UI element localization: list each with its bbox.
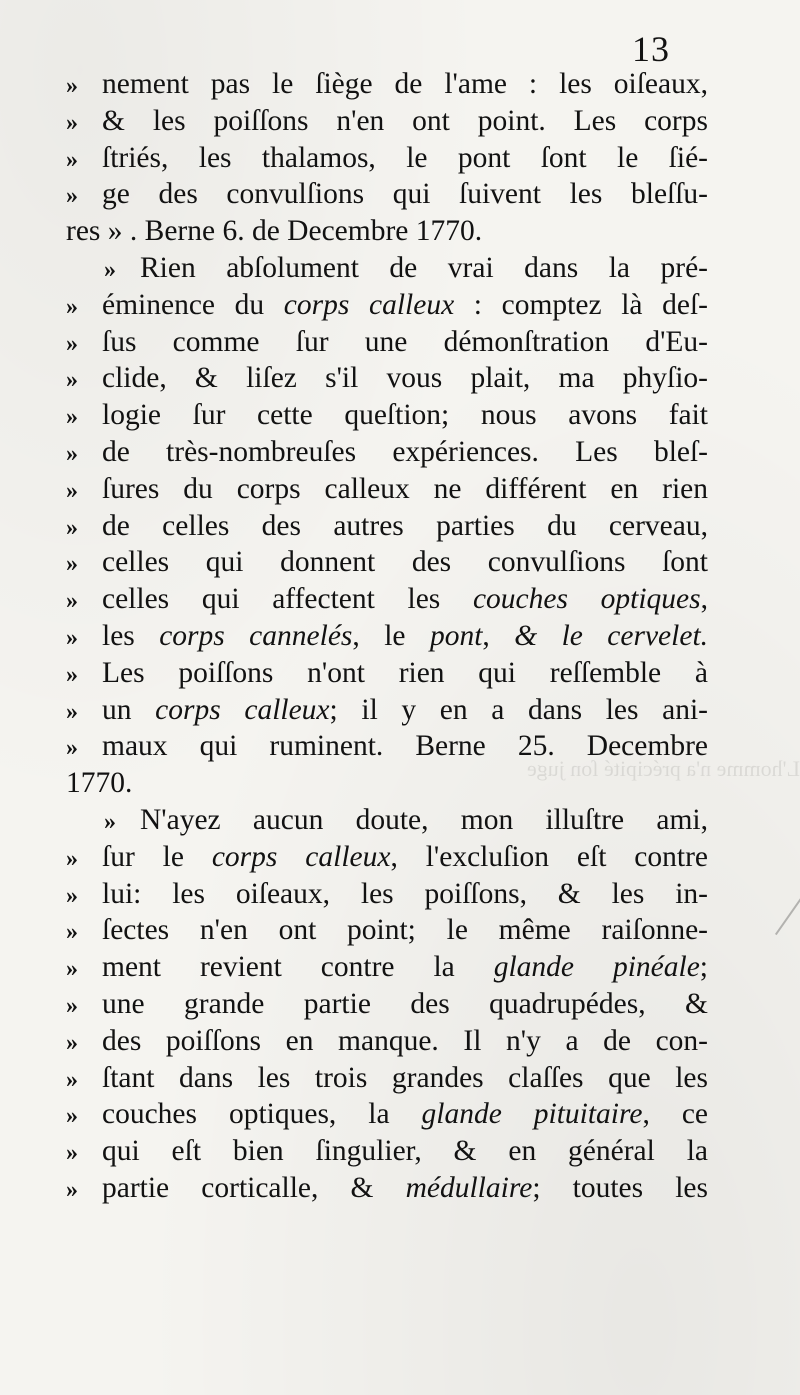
text-line <box>66 1023 708 1059</box>
quotation-mark: » <box>66 625 78 651</box>
text-run: res » . Berne 6. de Decembre 1770. <box>66 215 483 248</box>
text-run: , le <box>352 620 430 652</box>
quotation-mark: » <box>66 404 78 431</box>
line-text <box>66 213 708 249</box>
text-run: qui eſt bien ſingulier, & en général la <box>102 1135 708 1168</box>
text-line <box>66 912 708 948</box>
text-line <box>66 655 708 691</box>
text-line <box>66 213 708 249</box>
italic-term: couches optiques <box>472 583 701 616</box>
text-line <box>66 434 708 470</box>
text-line <box>66 140 708 176</box>
line-text <box>102 66 708 102</box>
text-run: celles qui affectent les <box>102 583 473 616</box>
text-run: ; il y en a dans les ani- <box>329 693 709 726</box>
quotation-mark: » <box>104 809 116 835</box>
text-line <box>66 508 708 544</box>
text-run: ge des convulſions qui ſuivent les bleſſu- <box>102 178 708 211</box>
quotation-mark: » <box>66 993 78 1019</box>
text-run: un <box>102 693 156 726</box>
text-line <box>66 765 708 801</box>
text-run: ſus comme ſur une démonſtration d'Eu- <box>102 325 708 358</box>
italic-term: pont <box>429 620 483 652</box>
text-run: les <box>102 620 160 652</box>
text-line <box>66 986 708 1022</box>
quotation-mark: » <box>66 146 78 173</box>
line-text <box>140 802 708 838</box>
text-line <box>66 839 708 875</box>
quotation-mark: » <box>66 551 78 578</box>
line-text <box>102 360 708 396</box>
text-run: celles qui donnent des convulſions ſont <box>102 546 708 579</box>
italic-term: corps cannelés <box>159 620 353 652</box>
line-text <box>102 103 708 139</box>
text-run: ſures du corps calleux ne différent en rien <box>102 472 708 505</box>
quotation-mark: » <box>66 477 78 504</box>
text-line <box>66 728 708 764</box>
text-run: éminence du <box>102 288 284 321</box>
quotation-mark: » <box>66 109 78 136</box>
line-text <box>102 1060 708 1096</box>
text-run: partie corticalle, & <box>102 1172 406 1204</box>
line-text <box>102 176 708 212</box>
text-line <box>66 1060 708 1096</box>
text-run: , ce <box>642 1098 709 1131</box>
italic-term: glande pinéale <box>493 951 700 984</box>
bleed-through-text: L'homme n'a précipité ſon juge <box>526 756 800 781</box>
text-run: ; toutes les <box>532 1172 708 1204</box>
quotation-mark: » <box>66 845 78 872</box>
line-text <box>102 471 708 507</box>
line-text <box>102 1133 708 1169</box>
line-text <box>102 839 708 875</box>
text-run: clide, & liſez s'il vous plait, ma phyſio- <box>102 362 708 395</box>
quotation-mark: » <box>104 257 116 283</box>
quotation-mark: » <box>66 441 78 467</box>
italic-term: médullaire <box>405 1172 533 1204</box>
text-run: lui: les oiſeaux, les poiſſons, & les in- <box>102 877 708 910</box>
text-run: maux qui ruminent. Berne 25. Decembre <box>102 730 708 763</box>
text-line <box>66 618 708 654</box>
text-line <box>66 250 708 286</box>
text-run: N'ayez aucun doute, mon illuſtre ami, <box>140 804 708 836</box>
text-run: ment revient contre la <box>102 951 494 984</box>
italic-term: corps calleux <box>283 288 455 321</box>
italic-term: glande pituitaire <box>421 1098 643 1131</box>
quotation-mark: » <box>66 330 78 357</box>
text-line <box>66 397 708 433</box>
text-line <box>66 581 708 617</box>
text-run: Les poiſſons n'ont rien qui reſſemble à <box>102 656 708 689</box>
italic-term: & le cervelet. <box>514 620 709 652</box>
line-text <box>102 618 708 654</box>
quotation-mark: » <box>66 956 78 983</box>
text-line <box>66 1133 708 1169</box>
text-line <box>66 802 708 838</box>
quotation-mark: » <box>66 588 78 615</box>
text-run: ſtriés, les thalamos, le pont ſont le ſié- <box>102 141 708 174</box>
text-line <box>66 876 708 912</box>
line-text <box>102 949 708 985</box>
quotation-mark: » <box>66 882 78 909</box>
text-run: des poiſſons en manque. Il n'y a de con- <box>102 1024 708 1057</box>
quotation-mark: » <box>66 1177 78 1203</box>
text-line <box>66 287 708 323</box>
quotation-mark: » <box>66 1066 78 1093</box>
text-line <box>66 324 708 360</box>
text-line <box>66 949 708 985</box>
line-text <box>102 434 708 470</box>
line-text <box>102 324 708 360</box>
quotation-mark: » <box>66 735 78 762</box>
text-run: nement pas le ſiège de l'ame : les oiſeaux, <box>102 68 708 100</box>
text-line <box>66 1170 708 1206</box>
quotation-mark: » <box>66 919 78 946</box>
text-line <box>66 471 708 507</box>
line-text <box>102 986 708 1022</box>
line-text <box>102 692 708 728</box>
text-run: ſur le <box>102 840 212 873</box>
text-run: de très-nombreuſes expériences. Les bleſ- <box>102 436 708 468</box>
text-run: couches optiques, la <box>102 1098 422 1131</box>
line-text <box>102 287 708 323</box>
text-line <box>66 66 708 102</box>
text-run: , <box>482 620 515 652</box>
quotation-mark: » <box>66 1140 78 1167</box>
text-run: ſectes n'en ont point; le même raiſonne- <box>102 914 708 947</box>
quotation-mark: » <box>66 1103 78 1130</box>
text-run: une grande partie des quadrupédes, & <box>102 988 708 1020</box>
line-text <box>102 581 708 617</box>
line-text <box>102 1096 708 1132</box>
text-run: & les poiſſons n'en ont point. Les corps <box>102 104 708 137</box>
line-text <box>102 728 708 764</box>
text-run: 1770. <box>66 767 133 800</box>
italic-term: corps calleux <box>155 693 330 726</box>
line-text <box>102 544 708 580</box>
line-text <box>102 912 708 948</box>
quotation-mark: » <box>66 367 78 394</box>
italic-term: corps calleux <box>211 840 391 873</box>
line-text <box>102 876 708 912</box>
text-line <box>66 176 708 212</box>
text-run: ſtant dans les trois grandes claſſes que les <box>102 1061 708 1094</box>
page-edge-mark <box>775 885 800 935</box>
text-run: , l'excluſion eſt contre <box>390 840 708 873</box>
text-run: de celles des autres parties du cerveau, <box>102 509 708 542</box>
line-text <box>140 250 708 286</box>
line-text <box>102 1023 708 1059</box>
text-line <box>66 360 708 396</box>
line-text <box>102 508 708 544</box>
line-text <box>66 765 708 801</box>
text-line <box>66 1096 708 1132</box>
quotation-mark: » <box>66 183 78 210</box>
line-text <box>102 397 708 433</box>
quotation-mark: » <box>66 661 78 688</box>
page-number: 13 <box>632 29 670 69</box>
text-run: : comptez là deſ- <box>454 288 708 321</box>
text-line <box>66 103 708 139</box>
text-line <box>66 544 708 580</box>
text-run: ; <box>699 951 708 984</box>
line-text <box>102 655 708 691</box>
quotation-mark: » <box>66 293 78 320</box>
quotation-mark: » <box>66 514 78 541</box>
line-text <box>102 140 708 176</box>
text-run: Rien abſolument de vrai dans la pré- <box>140 252 708 284</box>
quotation-mark: » <box>66 73 78 99</box>
text-run: logie ſur cette queſtion; nous avons fait <box>102 399 708 432</box>
quotation-mark: » <box>66 698 78 725</box>
line-text <box>102 1170 708 1206</box>
quotation-mark: » <box>66 1029 78 1056</box>
text-run: , <box>700 583 708 616</box>
text-line <box>66 692 708 728</box>
